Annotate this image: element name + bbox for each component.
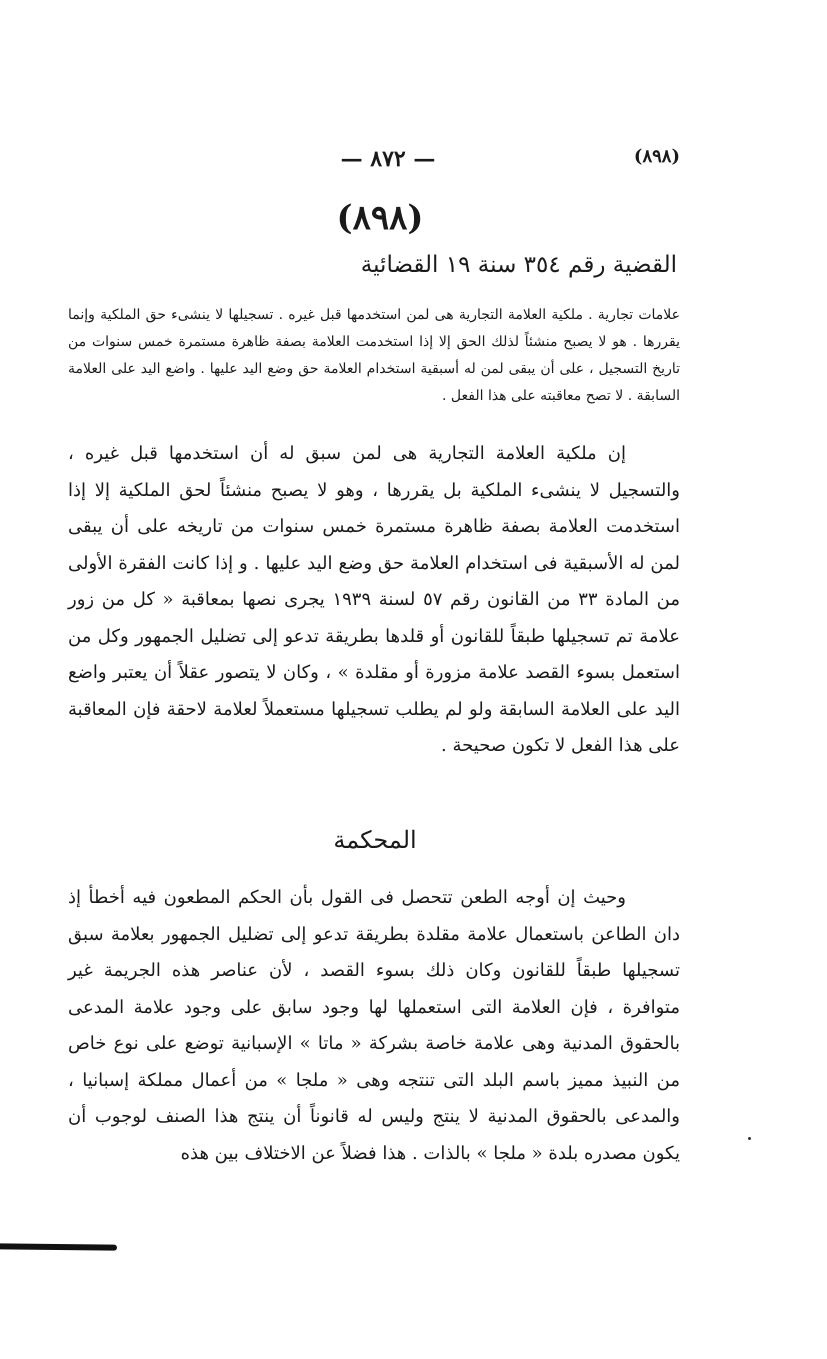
legal-principle: إن ملكية العلامة التجارية هى لمن سبق له أن استخدمها قبل غيره ، والتسجيل لا ينشىء الملكية بل يقررها ، وهو لا يصبح منشئاً لحق الملكية إلا إذا استخدمت العلامة بصفة ظاهرة مستمرة خمس سنوات من تاريخه على أن يبقى لمن له الأسبقية فى استخدام العلامة حق وضع اليد عليها . و إذا كانت الفقرة الأولى من المادة ٣٣ من القانون رقم ٥٧ لسنة ١٩٣٩ يجرى نصها بمعاقبة « كل من زور علامة تم تسجيلها طبقاً للقانون أو قلدها بطريقة تدعو إلى تضليل الجمهور وكل من استعمل بسوء القصد علامة مزورة أو مقلدة » ، وكان لا يتصور عقلاً أن يعتبر واضع اليد على العلامة السابقة ولو لم يطلب تسجيلها مستعملاً لعلامة لاحقة فإن المعاقبة على هذا الفعل لا تكون صحيحة . [68,443,680,756]
case-number: (٨٩٨) [336,198,424,238]
court-reasoning: وحيث إن أوجه الطعن تتحصل فى القول بأن الحكم المطعون فيه أخطأ إذ دان الطاعن باستعمال علامة مقلدة بطريقة تدعو إلى تضليل الجمهور بعلامة سبق تسجيلها طبقاً للقانون وكان ذلك بسوء القصد ، لأن عناصر هذه الجريمة غير متوافرة ، فإن العلامة التى استعملها لها وجود سابق على وجود علامة المدعى بالحقوق المدنية وهى علامة خاصة بشركة « ماتا » الإسبانية توضع على نوع خاص من النبيذ مميز باسم البلد التى تنتجه وهى « ملجا » من أعمال مملكة إسبانيا ، والمدعى بالحقوق المدنية لا ينتج وليس له قانوناً أن ينتج هذا الصنف لوجوب أن يكون مصدره بلدة « ملجا » بالذات . هذا فضلاً عن الاختلاف بين هذه [68,887,680,1164]
margin-mark [748,1137,751,1140]
page-header [75,146,680,176]
case-title: القضية رقم ٣٥٤ سنة ١٩ القضائية [360,252,677,278]
case-summary: علامات تجارية . ملكية العلامة التجارية هى لمن استخدمها قبل غيره . تسجيلها لا ينشىء حق الملكية وإنما يقررها . هو لا يصبح منشئاً لذلك الحق إلا إذا استخدمت العلامة بصفة ظاهرة مستمرة خمس سنوات من تاريخ التسجيل ، على أن يبقى لمن له أسبقية استخدام العلامة حق وضع اليد عليها . واضع اليد على العلامة السابقة . لا تصح معاقبته على هذا الفعل . [68,307,680,404]
scan-edge-mark [0,1243,117,1250]
court-heading: المحكمة [333,826,417,854]
page-number: — ٨٧٢ — [340,146,436,172]
running-case-number: (٨٩٨) [633,146,680,167]
